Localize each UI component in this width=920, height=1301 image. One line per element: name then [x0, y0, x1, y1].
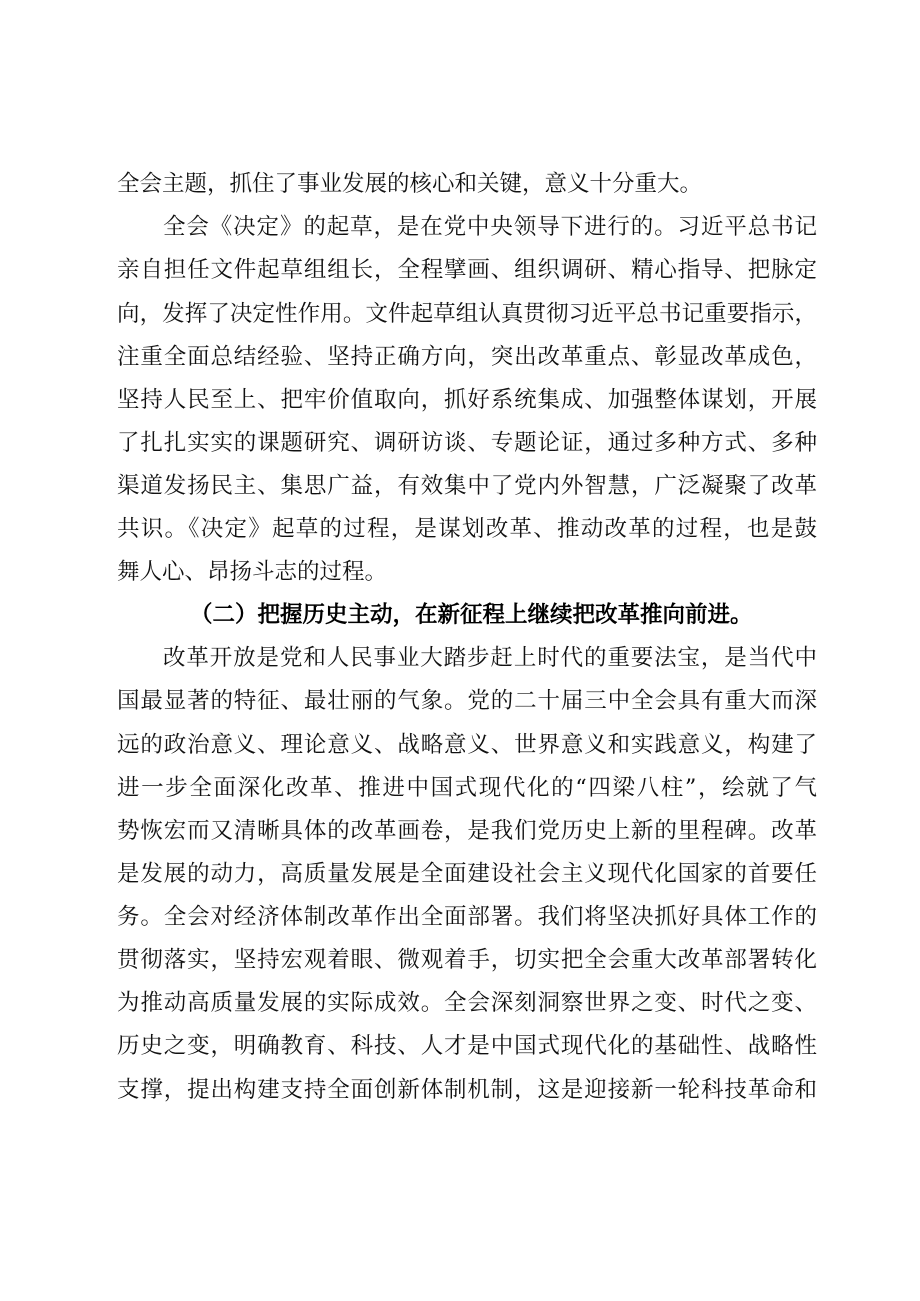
paragraph-3-line-2: 国最显著的特征、最壮丽的气象。党的二十届三中全会具有重大而深 [117, 688, 817, 714]
paragraph-2-line-4: 注重全面总结经验、坚持正确方向，突出改革重点、彰显改革成色， [117, 344, 817, 370]
paragraph-2-line-9: 舞人心、昂扬斗志的过程。 [117, 559, 388, 585]
paragraph-3-line-8: 贯彻落实，坚持宏观着眼、微观着手，切实把全会重大改革部署转化 [117, 947, 817, 973]
paragraph-3-line-1: 改革开放是党和人民事业大踏步赶上时代的重要法宝，是当代中 [163, 645, 817, 671]
paragraph-2-line-2: 亲自担任文件起草组组长，全程擘画、组织调研、精心指导、把脉定 [117, 257, 817, 283]
paragraph-3-line-11: 支撑，提出构建支持全面创新体制机制，这是迎接新一轮科技革命和 [117, 1077, 817, 1103]
paragraph-3-line-6: 是发展的动力，高质量发展是全面建设社会主义现代化国家的首要任 [117, 861, 817, 887]
paragraph-3-line-9: 为推动高质量发展的实际成效。全会深刻洞察世界之变、时代之变、 [117, 990, 817, 1016]
paragraph-3-line-10: 历史之变，明确教育、科技、人才是中国式现代化的基础性、战略性 [117, 1033, 817, 1059]
paragraph-2-line-3: 向，发挥了决定性作用。文件起草组认真贯彻习近平总书记重要指示， [117, 301, 817, 327]
paragraph-3-line-7: 务。全会对经济体制改革作出全面部署。我们将坚决抓好具体工作的 [117, 904, 817, 930]
paragraph-3-line-3: 远的政治意义、理论意义、战略意义、世界意义和实践意义，构建了 [117, 732, 817, 758]
paragraph-2-line-7: 渠道发扬民主、集思广益，有效集中了党内外智慧，广泛凝聚了改革 [117, 473, 817, 499]
paragraph-3-line-5: 势恢宏而又清晰具体的改革画卷，是我们党历史上新的里程碑。改革 [117, 818, 817, 844]
section-heading: （二）把握历史主动，在新征程上继续把改革推向前进。 [190, 602, 753, 628]
paragraph-2-line-1: 全会《决定》的起草，是在党中央领导下进行的。习近平总书记 [163, 214, 817, 240]
paragraph-1-line-1: 全会主题，抓住了事业发展的核心和关键，意义十分重大。 [117, 171, 703, 197]
paragraph-2-line-6: 了扎扎实实的课题研究、调研访谈、专题论证，通过多种方式、多种 [117, 430, 817, 456]
paragraph-2-line-5: 坚持人民至上、把牢价值取向，抓好系统集成、加强整体谋划，开展 [117, 387, 817, 413]
paragraph-2-line-8: 共识。《决定》起草的过程，是谋划改革、推动改革的过程，也是鼓 [117, 516, 817, 542]
paragraph-3-line-4: 进一步全面深化改革、推进中国式现代化的“四梁八柱”，绘就了气 [117, 775, 817, 801]
